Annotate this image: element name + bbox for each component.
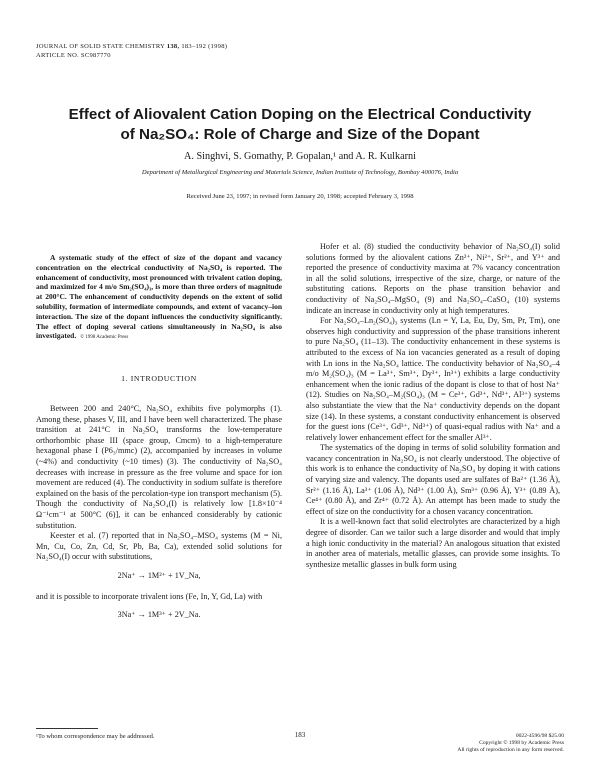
right-column-body	[306, 242, 560, 570]
author-list: A. Singhvi, S. Gomathy, P. Gopalan,¹ and A. R. Kulkarni	[184, 151, 416, 162]
title-line-2: of Na₂SO₄: Role of Charge and Size of the Dopant	[120, 126, 480, 143]
paragraph: Between 200 and 240°C, Na₂SO₄ exhibits five polymorphs (1). Among these, phases V, III, and I have been well characterized. The phase transition at 241°C in Na₂SO₄ transforms the low-temperature orthorhombic phase III (space group, Cmcm) to a high-temperature hexagonal phase I (P6₃/mmc) (2), accompanied by increases in volume (~4%) and conductivity (~10 times) (3). The conductivity of Na₂SO₄ decreases with increase in pressure as the free volume and space for ion movement are reduced (4). The conductivity in sodium sulfate is therefore explained on the basis of the percolation-type ion transport mechanism (5). Though the conductivity of Na₂SO₄(I) is relatively low [1.8×10⁻⁴ Ω⁻¹cm⁻¹ at 500°C (6)], it can be enhanced considerably by cationic substitution.	[36, 404, 282, 530]
rights-line: All rights of reproduction in any form reserved.	[457, 747, 564, 754]
page-number: 183	[294, 731, 306, 739]
equation-2: 3Na⁺ → 1M³⁺ + 2V_Na.	[117, 610, 201, 620]
title-line-1: Effect of Aliovalent Cation Doping on the Electrical Conductivity	[68, 106, 532, 123]
journal-pages: 183–192 (1998)	[181, 43, 228, 50]
abstract	[36, 253, 282, 343]
paragraph: Hofer et al. (8) studied the conductivity behavior of Na₂SO₄(I) solid solutions formed by the aliovalent cations Zn²⁺, Ni²⁺, Sr²⁺, and Y³⁺ and reported the presence of conductivity maxima at 7% vacancy concentration in all the solid solutions, irrespective of the size, charge, or nature of the substituting cations. Reports on the phase transition behavior and conductivity of Na₂SO₄–MgSO₄ (9) and Na₂SO₄–CaSO₄ (10) systems indicate an increase in conductivity only at high temperatures.	[306, 242, 560, 315]
issn-price: 0022-4596/98 $25.00	[515, 733, 564, 739]
copyright-block	[380, 733, 564, 755]
paragraph: For Na₂SO₄–Ln₂(SO₄)₃ systems (Ln = Y, La, Eu, Dy, Sm, Pr, Tm), one observes high conductivity and suppression of the phase transitions inherent to pure Na₂SO₄ (11–13). The conductivity enhancement in these systems is attributed to the excess of Na ion vacancies generated as a result of doping with Ln ions in the Na₂SO₄ lattice. The conductivity behavior of Na₂SO₄–4 m/o M₂(SO₄)₃ (M = La³⁺, Sm³⁺, Dy³⁺, In³⁺) exhibits a large conductivity enhancement when the ionic radius of the dopant is close to that of host Na⁺ (12). Studies on Na₂SO₄–M₂(SO₄)₃ (M = Ce³⁺, Gd³⁺, Nd³⁺, Al³⁺) systems also substantiate the view that the Na⁺ conductivity depends on the dopant size (14). In these systems, a constant conductivity enhancement is observed for the guest ions (Ce³⁺, Gd³⁺, Nd³⁺) of quasi-equal radius with Na⁺ and a relatively lower enhancement effect for the smaller Al³⁺.	[306, 316, 560, 442]
equation-1: 2Na⁺ → 1M²⁺ + 1V_Na,	[117, 570, 201, 580]
abstract-press: © 1998 Academic Press	[80, 335, 129, 341]
journal-volume: 138,	[166, 43, 180, 50]
affiliation: Department of Metallurgical Engineering and Materials Science, Indian Institute of Technology, Bombay 400076, India	[141, 169, 459, 176]
paragraph: It is a well-known fact that solid electrolytes are characterized by a high degree of disorder. Can we tailor such a large disorder and would that imply a high ionic conductivity in the material? An analogous situation that existed in another area of materials, metallic glasses, can provide some insights. To synthesize metallic glasses in bulk form using	[306, 517, 560, 569]
journal-citation	[36, 42, 227, 51]
copyright-line: Copyright © 1998 by Academic Press	[479, 740, 564, 747]
paper-title	[40, 105, 560, 145]
left-column-body	[36, 404, 282, 621]
journal-header	[36, 42, 227, 60]
footnote-rule	[36, 728, 98, 729]
article-number: ARTICLE NO. SC987770	[36, 52, 111, 59]
paragraph: Keester et al. (7) reported that in Na₂SO₄–MSO₄ systems (M = Ni, Mn, Cu, Co, Zn, Cd, Sr, Pb, Ba, Ca), extended solid solutions for Na₂SO₄(I) occur with substitutions,	[36, 531, 282, 562]
footnote: ¹To whom correspondence may be addressed.	[36, 733, 155, 740]
section-heading: 1. INTRODUCTION	[121, 374, 197, 383]
abstract-text: A systematic study of the effect of size of the dopant and vacancy concentration on the electrical conductivity of Na₂SO₄ is reported. The enhancement of conductivity, most pronounced with trivalent cation doping, and maximized for 4 m/o Sm₂(SO₄)₃, is more than three orders of magnitude at 200°C. The enhancement of conductivity depends on the extent of solid solubility, formation of intermediate compounds, and extent of vacancy–ion interaction. The size of the dopant influences the conductivity significantly. The effect of doping several cations simultaneously in Na₂SO₄ is also investigated.	[36, 253, 282, 341]
paragraph: The systematics of the doping in terms of solid solubility formation and vacancy concentration in Na₂SO₄ is not clearly understood. The objective of this work is to enhance the conductivity of Na₂SO₄ by doping it with cations of varying size and valency. The dopants used are sulfates of Ba²⁺ (1.36 Å), Sr²⁺ (1.16 Å), La³⁺ (1.06 Å), Nd³⁺ (1.00 Å), Sm³⁺ (0.96 Å), Y³⁺ (0.89 Å), Ce⁴⁺ (0.80 Å), and Zr⁴⁺ (0.72 Å). An attempt has been made to study the effect of size on the conductivity for a chosen vacancy concentration.	[306, 443, 560, 516]
paragraph: and it is possible to incorporate trivalent ions (Fe, In, Y, Gd, La) with	[36, 591, 263, 601]
received-dates: Received June 23, 1997; in revised form January 20, 1998; accepted February 3, 1998	[186, 193, 414, 200]
journal-name: JOURNAL OF SOLID STATE CHEMISTRY	[36, 43, 165, 50]
